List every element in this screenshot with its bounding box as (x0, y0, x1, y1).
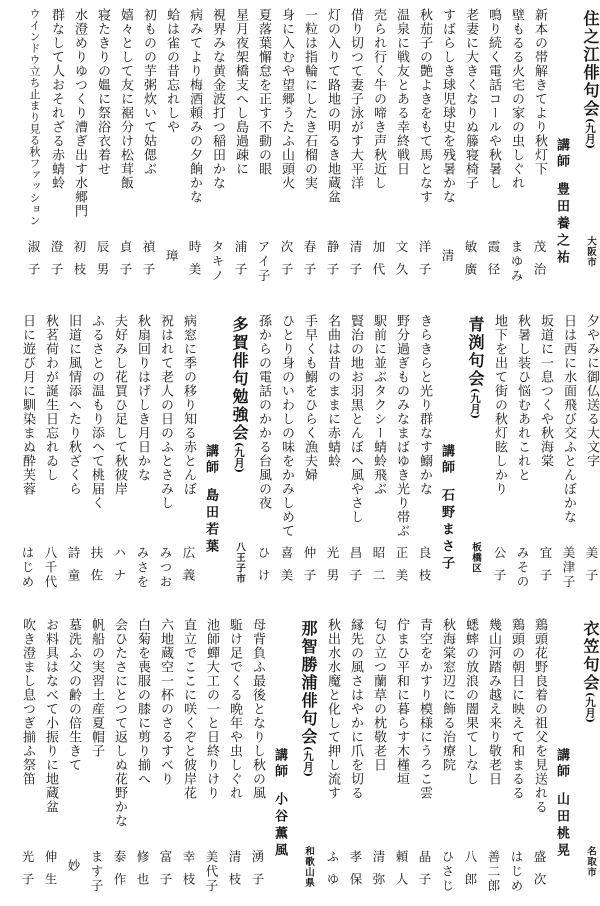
lecturer-column (273, 748, 286, 860)
band-1 (6, 8, 598, 292)
haiku-author: 光子 (20, 850, 35, 895)
haiku-author: 文久 (394, 240, 409, 285)
haiku-author: 璋 (164, 249, 179, 264)
haiku-author: 貞子 (118, 240, 133, 285)
haiku-column (117, 8, 132, 292)
club-name: 住之江俳句会 (581, 10, 600, 118)
city-label: 大阪市 (585, 236, 596, 268)
haiku-author: 清 (440, 249, 455, 264)
club-month: (九月) (584, 118, 596, 149)
haiku-text: 初ものの芋粥炊いて姑偲ぶ (141, 8, 156, 176)
haiku-column (393, 8, 408, 292)
haiku-column (370, 8, 385, 292)
haiku-column (111, 314, 126, 598)
haiku-text: 鶏頭花野良着の祖父を見送れる (532, 618, 547, 814)
haiku-column (48, 8, 63, 292)
haiku-author: 春子 (302, 240, 317, 285)
lecturer-column (555, 138, 568, 267)
lecturer-name: 石野まさ子 (439, 488, 454, 573)
haiku-column (88, 314, 103, 598)
haiku-column (324, 618, 339, 902)
haiku-author: 泰作 (112, 850, 127, 895)
haiku-column (324, 8, 339, 292)
haiku-text: 駈け足でくる晩年や虫しぐれ (227, 618, 242, 800)
lecturer-label: 講師 (203, 444, 218, 476)
haiku-column (25, 8, 40, 292)
lecturer-label: 講師 (439, 444, 454, 476)
city-label: 板橋区 (470, 542, 481, 574)
haiku-text: ふるさとの温もり添へて桃届く (89, 314, 104, 510)
club-title (231, 316, 247, 473)
haiku-author: 美津子 (561, 546, 576, 590)
haiku-text: 日は西に水面飛び交ふとんぼかな (561, 314, 576, 524)
haiku-author: 淑子 (26, 240, 41, 285)
haiku-author: ひさじ (440, 850, 455, 894)
haiku-author: 八千代 (43, 546, 58, 590)
haiku-column (157, 618, 172, 902)
haiku-text: 池師蟬大工の一と日終りけり (204, 618, 219, 800)
haiku-column (226, 618, 241, 902)
haiku-author: 洋子 (417, 240, 432, 285)
haiku-text: 白菊を喪服の膝に剪り揃へ (135, 618, 150, 786)
haiku-text: 壁もるる火宅の家の虫しぐれ (509, 8, 524, 190)
haiku-author: 美子 (584, 546, 599, 591)
haiku-author: 静子 (325, 240, 340, 285)
haiku-author: 浦子 (233, 240, 248, 285)
haiku-text: きらきらと光り群なす鰯かな (417, 314, 432, 496)
haiku-text: お料具はなべて小振りに地蔵盆 (43, 618, 58, 814)
haiku-column (485, 618, 500, 902)
haiku-column (19, 618, 34, 902)
haiku-author: 正美 (394, 546, 409, 591)
club-title (467, 316, 483, 419)
haiku-text: 青空をかすり模様にうろこ雲 (417, 618, 432, 800)
haiku-column (180, 314, 195, 598)
club-title (582, 10, 598, 149)
haiku-text: 灯の入りて路地の明るき地蔵盆 (325, 8, 340, 204)
haiku-text: ひとり身のいわしの味をかみしめて (279, 314, 294, 538)
haiku-author: タキノ (210, 240, 225, 284)
club-name: 那智勝浦俳句会 (299, 620, 318, 746)
haiku-text: 秋暑し装ひ悩むあれこれと (515, 314, 530, 482)
haiku-text: 鳴り続く電話コールや秋暑し (486, 8, 501, 190)
haiku-text: 直立でここに咲くぞと彼岸花 (181, 618, 196, 800)
haiku-author: ます子 (89, 850, 104, 894)
city-label: 和歌山県 (303, 846, 314, 888)
haiku-text: 新本の帯解きてより秋灯下 (532, 8, 547, 176)
haiku-text: 夏落葉懈怠を正す不動の眼 (256, 8, 271, 176)
haiku-text: 群なして人おそれざる赤蜻蛉 (49, 8, 64, 190)
haiku-text: 匂ひ立つ蘭草の枕敬老日 (371, 618, 386, 772)
haiku-text: 星月夜架橋支へし島過疎に (233, 8, 248, 176)
haiku-author: 初枝 (72, 240, 87, 285)
haiku-column (157, 314, 172, 598)
haiku-column (347, 618, 362, 902)
haiku-author: 善二郎 (486, 850, 501, 894)
club-header (554, 618, 598, 902)
haiku-author: はじめ (509, 850, 524, 894)
haiku-author: 澄子 (49, 240, 64, 285)
haiku-text: 水澄めりゆつくり漕ぎ出す水郷門 (72, 8, 87, 218)
club-name: 多賀俳句勉強会 (230, 316, 249, 442)
haiku-text: 日に遊び月に馴染まぬ酔芙蓉 (20, 314, 35, 496)
haiku-author: 詩童 (66, 546, 81, 591)
haiku-column (232, 8, 247, 292)
haiku-column (88, 618, 103, 902)
haiku-author: 辰男 (95, 240, 110, 285)
haiku-author: 清枝 (227, 850, 242, 895)
haiku-text: 夫好みし花買ひ足して秋彼岸 (112, 314, 127, 496)
haiku-author: まゆみ (509, 240, 524, 284)
haiku-text: 祝はれて老人の日のふとさみし (158, 314, 173, 510)
haiku-text: 墓洗ふ父の齢の倍生きて (66, 618, 81, 772)
haiku-author: 清子 (348, 240, 363, 285)
haiku-author: みつお (158, 546, 173, 590)
haiku-text: 温泉に戦友とある幸終戦日 (394, 8, 409, 176)
club-header (439, 314, 483, 598)
haiku-author: 茂治 (532, 240, 547, 285)
haiku-author: ふゆ (325, 850, 340, 895)
haiku-column (531, 8, 546, 292)
haiku-text: 夕やみに御仏送る大文字 (584, 314, 599, 468)
haiku-text: 秋茗荷わが誕生日忘れゐし (43, 314, 58, 482)
haiku-text: 秋扇回りはげしき月日かな (135, 314, 150, 482)
haiku-text: 会ひたさにとつて返しぬ花野かな (112, 618, 127, 828)
club-name: 青渕句会 (466, 316, 485, 388)
lecturer-name: 島田若葉 (203, 488, 218, 556)
haiku-author: 八郎 (463, 850, 478, 895)
haiku-column (65, 314, 80, 598)
haiku-column (42, 314, 57, 598)
haiku-column (180, 618, 195, 902)
haiku-text: 吹き澄まし息つぎ揃ふ祭笛 (20, 618, 35, 786)
haiku-text: 借り切つて妻子泳がす大平洋 (348, 8, 363, 190)
haiku-author: 晶子 (417, 850, 432, 895)
haiku-author: 宜子 (538, 546, 553, 591)
haiku-text: 病窓に季の移り知る赤とんぼ (181, 314, 196, 496)
haiku-text: 手早くも鰯をひらく漁夫婦 (302, 314, 317, 482)
haiku-author: 頼人 (394, 850, 409, 895)
haiku-column (508, 618, 523, 902)
club-header (272, 618, 316, 902)
haiku-column (324, 314, 339, 598)
haiku-text: すばらしき球児球史を残暑かな (440, 8, 455, 204)
haiku-author: 盛次 (532, 850, 547, 895)
haiku-author: ハナ (112, 546, 127, 591)
haiku-column (416, 314, 431, 598)
haiku-text: 秋出水水魔と化して押し流す (325, 618, 340, 800)
haiku-text: 視界みな黄金波打つ稲田かな (210, 8, 225, 190)
lecturer-name: 小谷薫風 (272, 792, 287, 860)
haiku-author: 扶佐 (89, 546, 104, 591)
haiku-column (439, 8, 454, 292)
haiku-column (134, 618, 149, 902)
haiku-column (249, 618, 264, 902)
haiku-text: 佇まひ平和に暮らす木槿垣 (394, 618, 409, 786)
haiku-author: はじめ (20, 546, 35, 590)
haiku-author: 加代 (371, 240, 386, 285)
haiku-author: 時美 (187, 240, 202, 285)
haiku-column (186, 8, 201, 292)
haiku-author: 湧子 (250, 850, 265, 895)
haiku-column (140, 8, 155, 292)
haiku-column (416, 8, 431, 292)
haiku-text: 秋茄子の艶よきをもて馬となす (417, 8, 432, 204)
club-name: 衣笠句会 (581, 620, 600, 692)
haiku-column (209, 8, 224, 292)
haiku-text: 蛤は雀の昔忘れしや (164, 8, 179, 134)
club-title (300, 620, 316, 777)
club-month: (九月) (469, 388, 481, 419)
haiku-column (203, 618, 218, 902)
haiku-author: 次子 (279, 240, 294, 285)
haiku-text: 病みてより梅酒頼みの夕餉かな (187, 8, 202, 204)
haiku-text: 坂道に一息つくや秋海棠 (538, 314, 553, 468)
haiku-column (416, 618, 431, 902)
haiku-text: 身に入むや望郷うたふ山頭火 (279, 8, 294, 190)
haiku-author: 美代子 (204, 850, 219, 894)
lecturer-label: 講師 (554, 748, 569, 780)
haiku-column (560, 314, 575, 598)
haiku-column (393, 314, 408, 598)
haiku-author: 昭二 (371, 546, 386, 591)
haiku-text: 野分過ぎものみなまばゆき光り帯ぶ (394, 314, 409, 538)
haiku-author: 広義 (181, 546, 196, 591)
haiku-author: 光男 (325, 546, 340, 591)
haiku-column (491, 314, 506, 598)
haiku-column (347, 8, 362, 292)
haiku-column (301, 8, 316, 292)
lecturer-column (440, 444, 453, 573)
haiku-column (370, 618, 385, 902)
haiku-column (301, 314, 316, 598)
haiku-text: 幾山河踏み越え来り敬老日 (486, 618, 501, 786)
club-header (554, 8, 598, 292)
haiku-text: 一粒は指輪にしたき石榴の実 (302, 8, 317, 190)
haiku-column (42, 618, 57, 902)
haiku-column (531, 618, 546, 902)
haiku-text: 嬉々として友に裾分け松茸飯 (118, 8, 133, 190)
band-2 (6, 314, 598, 598)
haiku-text: 売られ行く牛の啼き声秋近し (371, 8, 386, 190)
lecturer-column (555, 748, 568, 860)
haiku-text: 縁先の風さはやかに爪を切る (348, 618, 363, 800)
haiku-column (347, 314, 362, 598)
haiku-column (462, 8, 477, 292)
haiku-author: 良枝 (417, 546, 432, 591)
haiku-author: 修也 (135, 850, 150, 895)
haiku-author: 昌子 (348, 546, 363, 591)
page-content (6, 8, 598, 902)
haiku-author: 敏廣 (463, 240, 478, 285)
haiku-text: 帆船の実習土産夏帽子 (89, 618, 104, 758)
haiku-author: 清弥 (371, 850, 386, 895)
lecturer-column (204, 444, 217, 556)
club-month: (九月) (233, 442, 245, 473)
haiku-author: 禎子 (141, 240, 156, 285)
haiku-author: 霞径 (486, 240, 501, 285)
haiku-column (508, 8, 523, 292)
city-label: 名取市 (585, 846, 596, 878)
club-title (582, 620, 598, 723)
haiku-column (94, 8, 109, 292)
haiku-text: 母背負ふ最後となりし秋の風 (250, 618, 265, 800)
haiku-column (111, 618, 126, 902)
haiku-column (278, 8, 293, 292)
haiku-column (583, 314, 598, 598)
haiku-column (71, 8, 86, 292)
haiku-text: 孫からの電話のかかる台風の夜 (256, 314, 271, 510)
lecturer-label: 講師 (272, 748, 287, 780)
haiku-text: 旧道に風情添へたり秋ざくら (66, 314, 81, 496)
haiku-column (163, 8, 178, 292)
club-header (203, 314, 247, 598)
haiku-author: 仲子 (302, 546, 317, 591)
haiku-author: 孝保 (348, 850, 363, 895)
haiku-text: 地下を出て街の秋灯眩しかり (492, 314, 507, 496)
haiku-column (255, 314, 270, 598)
haiku-column (393, 618, 408, 902)
city-label: 八王子市 (234, 542, 245, 584)
band-3 (6, 618, 598, 902)
haiku-column (462, 618, 477, 902)
haiku-column (278, 314, 293, 598)
haiku-column (439, 618, 454, 902)
haiku-text: 寝たきりの媼に祭浴衣着せ (95, 8, 110, 176)
haiku-text: 老妻に大きくなりぬ籐寝椅子 (463, 8, 478, 190)
haiku-author: 妙 (66, 859, 81, 874)
haiku-column (514, 314, 529, 598)
haiku-column (370, 314, 385, 598)
haiku-text: 名曲は昔のままに赤蜻蛉 (325, 314, 340, 468)
haiku-text: 六地蔵空一杯のさるすべり (158, 618, 173, 786)
haiku-text: 蟋蟀の放浪の闇果てしなし (463, 618, 478, 786)
club-month: (九月) (302, 746, 314, 777)
haiku-author: 公子 (492, 546, 507, 591)
haiku-column (19, 314, 34, 598)
haiku-column (255, 8, 270, 292)
club-month: (九月) (584, 692, 596, 723)
haiku-author: 幸枝 (181, 850, 196, 895)
lecturer-name: 豊田養之祐 (554, 182, 569, 267)
haiku-text: ウインドウ立ち止まり見る秋ファッション (28, 8, 41, 227)
haiku-author: 富子 (158, 850, 173, 895)
haiku-column (65, 618, 80, 902)
haiku-text: 秋海棠窓辺に飾る治療院 (440, 618, 455, 772)
haiku-author: みさを (135, 546, 150, 590)
haiku-author: アイ子 (256, 240, 271, 284)
haiku-column (485, 8, 500, 292)
haiku-column (134, 314, 149, 598)
haiku-text: 賢治の地お羽黒とんぼへ風やさし (348, 314, 363, 524)
haiku-text: 駅前に並ぶタクシー蜻蛉飛ぶ (371, 314, 386, 496)
haiku-column (537, 314, 552, 598)
haiku-author: 伸生 (43, 850, 58, 895)
lecturer-label: 講師 (554, 138, 569, 170)
lecturer-name: 山田桃晃 (554, 792, 569, 860)
haiku-author: ひけ (256, 546, 271, 591)
haiku-text: 鶏頭の朝日に映えて和まるる (509, 618, 524, 800)
haiku-author: みその (515, 546, 530, 590)
haiku-author: 喜美 (279, 546, 294, 591)
